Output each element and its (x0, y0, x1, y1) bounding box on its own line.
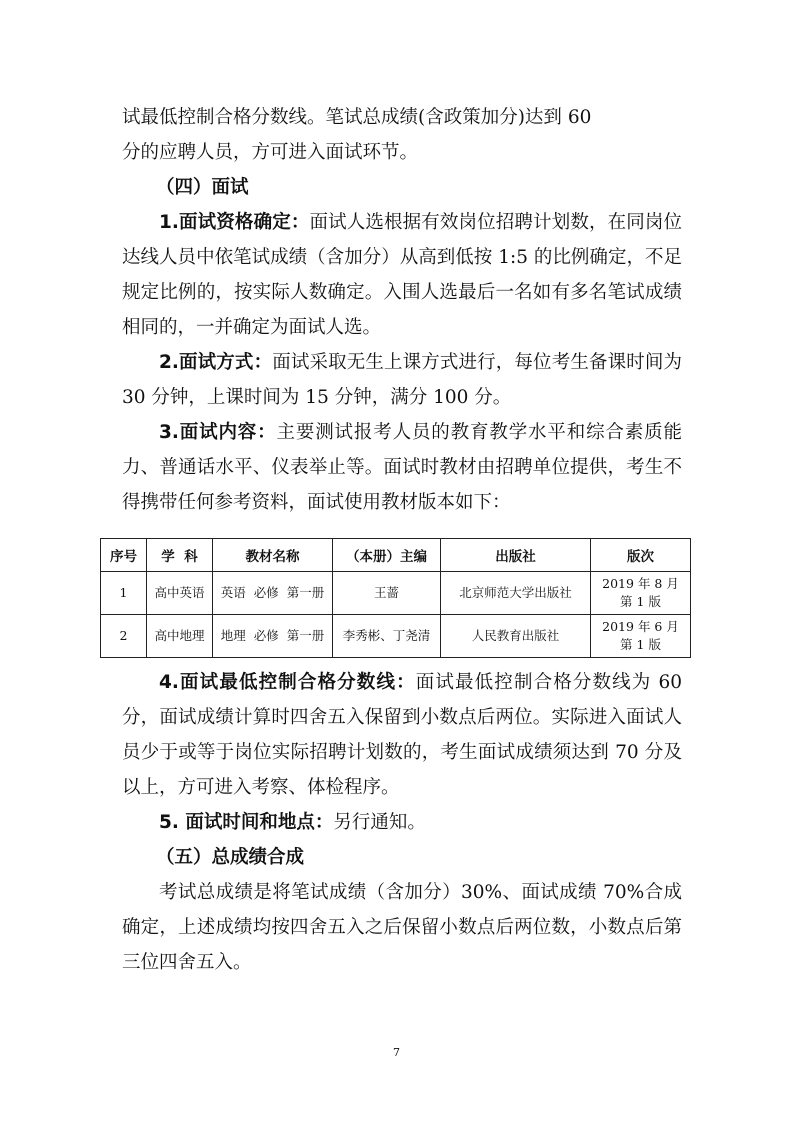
item-label: 5. 面试时间和地点： (159, 812, 334, 833)
item-text: 面试最低控制合格分数线为 60 分，面试成绩计算时四舍五入保留到小数点后两位。实际进入面试人员少于或等于岗位实际招聘计划数的，考生面试成绩须达到 70 分及以上，方可进入考察、体检程序。 (122, 672, 682, 798)
item-label: 2.面试方式： (159, 352, 273, 373)
edition-number: 第 1 版 (620, 594, 661, 609)
col-header-publisher: 出版社 (441, 539, 591, 572)
edition-date: 2019 年 8 月 (602, 576, 679, 591)
col-header-number: 序号 (101, 539, 147, 572)
cell-publisher: 人民教育出版社 (441, 615, 591, 658)
cell-number: 2 (101, 615, 147, 658)
cell-editor: 王蔷 (333, 572, 441, 615)
item-text: 另行通知。 (333, 812, 426, 833)
col-header-edition: 版次 (591, 539, 691, 572)
table-row (101, 572, 691, 615)
item-qualification (122, 205, 682, 345)
page-number: 7 (393, 1046, 400, 1059)
text-block-bottom (122, 665, 682, 980)
item-label: 3.面试内容： (159, 422, 277, 443)
cell-edition (591, 615, 691, 658)
cell-textbook: 英语 必修 第一册 (213, 572, 333, 615)
cell-number: 1 (101, 572, 147, 615)
item-min-score (122, 665, 682, 805)
item-text: 面试人选根据有效岗位招聘计划数，在同岗位达线人员中依笔试成绩（含加分）从高到低按 1:5 的比例确定，不足规定比例的，按实际人数确定。入围人选最后一名如有多名笔试成绩相同的，一并确定为面试人选。 (122, 212, 682, 338)
item-label: 1.面试资格确定： (159, 212, 310, 233)
cell-editor: 李秀彬、丁尧清 (333, 615, 441, 658)
item-time-place (122, 805, 682, 840)
item-text: 面试采取无生上课方式进行，每位考生备课时间为 30 分钟，上课时间为 15 分钟，满分 100 分。 (122, 352, 682, 408)
cell-textbook: 地理 必修 第一册 (213, 615, 333, 658)
table-header-row (101, 539, 691, 572)
edition-date: 2019 年 6 月 (602, 619, 679, 634)
paragraph-total-score: 考试总成绩是将笔试成绩（含加分）30%、面试成绩 70%合成确定，上述成绩均按四舍五入之后保留小数点后两位数，小数点后第三位四舍五入。 (122, 882, 682, 973)
col-header-editor: （本册）主编 (333, 539, 441, 572)
cell-publisher: 北京师范大学出版社 (441, 572, 591, 615)
cell-subject: 高中地理 (147, 615, 213, 658)
paragraph-line: 分的应聘人员，方可进入面试环节。 (122, 142, 419, 163)
item-content (122, 415, 682, 520)
cell-edition (591, 572, 691, 615)
table-row (101, 615, 691, 658)
edition-number: 第 1 版 (620, 637, 661, 652)
cell-subject: 高中英语 (147, 572, 213, 615)
paragraph-line: 试最低控制合格分数线。笔试总成绩(含政策加分)达到 60 (122, 107, 592, 128)
item-method (122, 345, 682, 415)
section-heading-total-score: （五）总成绩合成 (156, 847, 305, 868)
col-header-subject: 学 科 (147, 539, 213, 572)
item-label: 4.面试最低控制合格分数线： (159, 672, 416, 693)
col-header-textbook: 教材名称 (213, 539, 333, 572)
item-text: 主要测试报考人员的教育教学水平和综合素质能力、普通话水平、仪表举止等。面试时教材由招聘单位提供，考生不得携带任何参考资料，面试使用教材版本如下： (122, 422, 682, 513)
textbook-table (100, 538, 691, 658)
text-block-top (122, 100, 682, 520)
section-heading-interview: （四）面试 (156, 177, 249, 198)
